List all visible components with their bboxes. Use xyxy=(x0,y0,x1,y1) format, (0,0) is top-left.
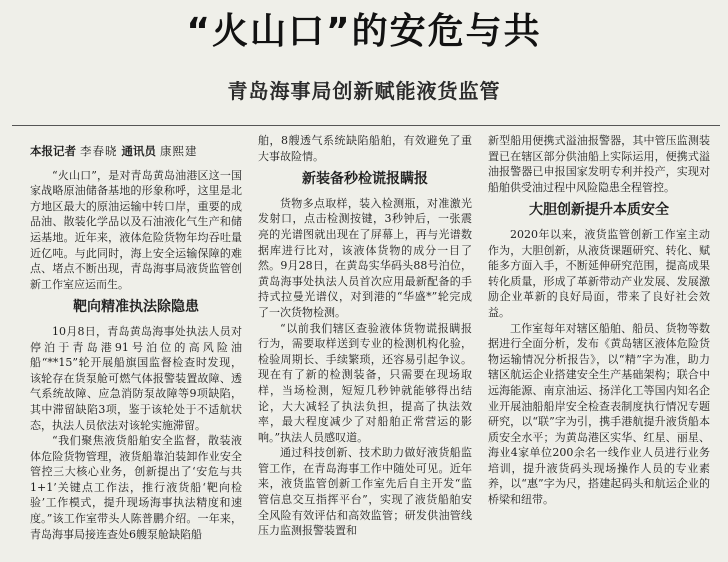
paragraph: 工作室每年对辖区船舶、船员、货物等数据进行全面分析，发布《黄岛辖区液体危险货物运输情况分析报告》，以“精”字为准，助力辖区航运企业搭建安全生产基础架构；联合中远海能源、南京油运、扬洋化工等国内知名企业开展油船船岸安全检查表制度执行情况专题研究，以“联”字为引，携手港航提升液货船本质安全水平；为黄岛港区实华、红星、丽星、海业4家单位200余名一线作业人员进行业务培训，提升液货码头现场操作人员的专业素养，以“惠”字为尺，搭建起码头和航运企业的桥梁和纽带。 xyxy=(488,321,710,507)
paragraph-continued: 新型船用便携式溢油报警器，其中管压监测装置已在辖区部分供油船上实际运用，便携式溢油报警器已申报国家发明专利并投产，实现对船舶供受油过程中风险隐患全程管控。 xyxy=(488,134,710,194)
section-heading: 靶向精准执法除隐患 xyxy=(73,299,199,316)
title-divider xyxy=(12,125,720,126)
column-2 xyxy=(258,133,472,553)
paragraph: “以前我们辖区查验液体货物谎报瞒报行为，需要取样送到专业的检测机构化验，检验周期长、手续繁琐，还容易引起争议。现在有了新的检测装备，只需要在现场取样，当场检测，短短几秒钟就能够得出结论，大大减轻了执法负担，提高了执法效率，最大程度减少了对船舶正常营运的影响。”执法人员感叹道。 xyxy=(258,321,472,444)
byline-correspondent-name: 康熙建 xyxy=(160,144,198,158)
paragraph: 货物多点取样，装入检测瓶，对准激光发射口，点击检测按键，3秒钟后，一张震亮的光谱图就出现在了屏幕上，再与光谱数据库进行比对，该液体货物的成分一目了然。9月28日，在黄岛实华码头88号泊位，黄岛海事处执法人员首次应用最新配备的手持式拉曼光谱仪，对到港的“华盛*”轮完成了一次货物检测。 xyxy=(258,196,472,319)
section-heading: 新装备秒检谎报瞒报 xyxy=(302,171,428,188)
byline-reporter-label: 本报记者 xyxy=(30,144,76,158)
paragraph: “我们聚焦液货船舶安全监督，散装液体危险货物管理，液货船靠泊装卸作业安全管控三大核心业务，创新提出了‘安危与共1+1’关键点工作法，推行液货船‘靶向检验’工作模式，提升现场海事执法精度和速度。”该工作室带头人陈普鹏介绍。一年来，青岛海事局接连查处6艘泵舱缺陷船 xyxy=(30,434,242,541)
paragraph: 通过科技创新、技术助力做好液货船监管工作，在青岛海事工作中随处可见。近年来，液货监管创新工作室先后自主开发“监管信息交互指挥平台”，实现了液货船舶安全风险有效评估和高效监管；研发供油管线压力监测报警装置和 xyxy=(258,446,472,538)
paragraph: “火山口”，是对青岛黄岛油港区这一国家战略原油储备基地的形象称呼，这里是北方地区最大的原油运输中转口岸，重要的成品油、散装化学品以及石油液化气生产和储运基地。近年来，液体危险货物年均吞吐量近亿吨。与此同时，海上安全运输保障的难点、堵点不断出现，青岛海事局液货监管创新工作室应运而生。 xyxy=(30,168,242,291)
section-heading: 大胆创新提升本质安全 xyxy=(529,202,669,219)
byline-reporter-name: 李春晓 xyxy=(80,144,118,158)
article-subtitle: 青岛海事局创新赋能液货监管 xyxy=(227,79,501,103)
article-title: “火山口”的安危与共 xyxy=(186,11,542,52)
byline xyxy=(30,144,242,160)
paragraph: 2020年以来，液货监管创新工作室主动作为，大胆创新，从液货课题研究、转化、赋能多方面入手，不断延伸研究范围，提高成果转化质量，形成了革新带动产业发展、发展激励企业革新的良好局面，带来了良好社会效益。 xyxy=(488,227,710,319)
column-1 xyxy=(30,138,242,558)
byline-correspondent-label: 通讯员 xyxy=(121,144,157,158)
paragraph-continued: 舶，8艘透气系统缺陷船舶，有效避免了重大事故险情。 xyxy=(258,134,472,163)
paragraph: 10月8日，青岛黄岛海事处执法人员对停泊于青岛港91号泊位的高风险油船“**15”轮开展船旗国监督检查时发现，该轮存在货泵舱可燃气体报警装置故障、透气系统故障、应急消防泵故障等9项缺陷，其中滞留缺陷3项，鉴于该轮处于不适航状态，执法人员依法对该轮实施滞留。 xyxy=(30,324,242,432)
column-3 xyxy=(488,133,710,553)
